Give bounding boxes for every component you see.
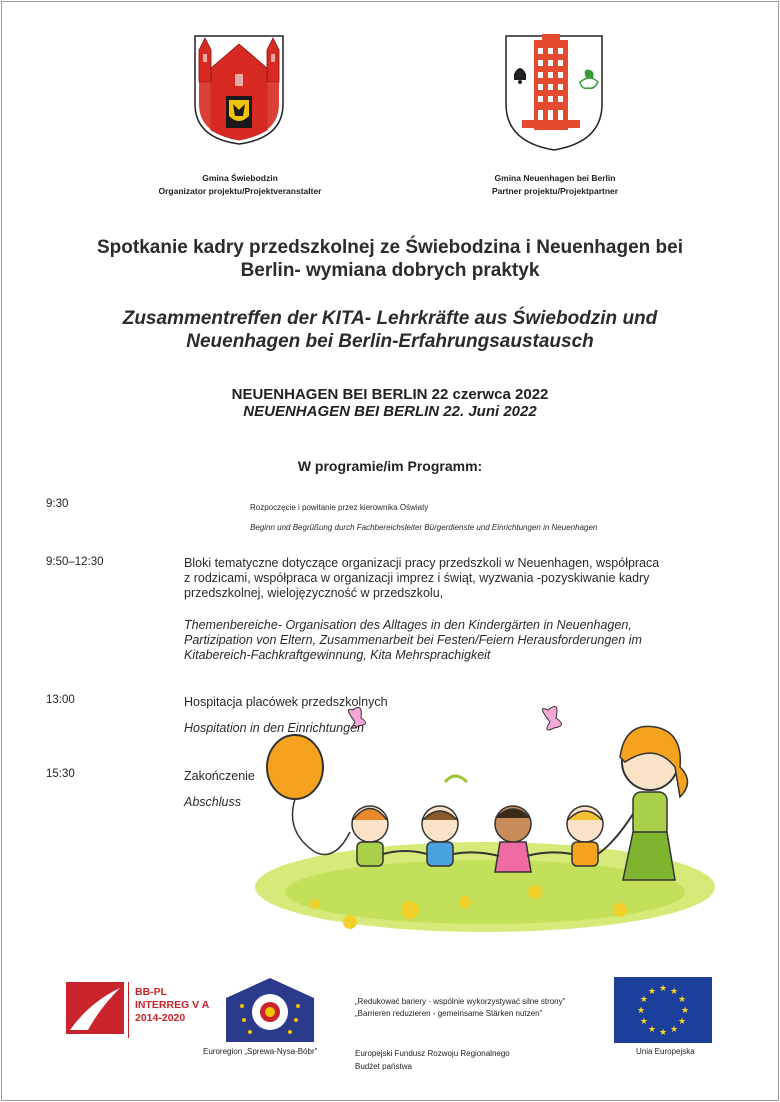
eu-star-icon: ★ xyxy=(678,994,687,1004)
program-time-1: 9:30 xyxy=(46,498,69,510)
date-polish: NEUENHAGEN BEI BERLIN 22 czerwca 2022 xyxy=(231,386,549,403)
euroregion-caption: Euroregion „Sprewa-Nysa-Bóbr” xyxy=(203,1047,318,1056)
eu-star-icon: ★ xyxy=(647,1024,657,1035)
neuenhagen-coat-of-arms xyxy=(504,34,604,152)
interreg-divider xyxy=(128,982,129,1038)
eu-star-icon: ★ xyxy=(669,1024,679,1035)
program-time-3: 13:00 xyxy=(46,694,75,706)
slogan-polish: „Redukować bariery - wspólnie wykorzystywać silne strony” xyxy=(355,997,566,1006)
program-item-1-pl: Rozpoczęcie i powitanie przez kierownika Oświaty xyxy=(250,503,429,512)
slogan-german: „Barrieren reduzieren - gemeinsame Stärken nutzen” xyxy=(355,1009,543,1018)
program-time-4: 15:30 xyxy=(46,768,75,780)
program-heading: W programie/im Programm: xyxy=(297,458,483,474)
program-item-2-de xyxy=(184,618,724,663)
eu-star-icon: ★ xyxy=(636,1005,646,1015)
left-crest-caption xyxy=(130,172,350,198)
slogan xyxy=(355,996,565,1020)
fund-caption xyxy=(355,1047,510,1073)
program-item-3-pl: Hospitacja placówek przedszkolnych xyxy=(184,695,388,709)
eu-flag xyxy=(614,977,712,1043)
interreg-line-3: 2014-2020 xyxy=(135,1012,186,1024)
euroregion-logo xyxy=(222,976,318,1044)
eu-star-icon: ★ xyxy=(678,1016,687,1026)
partner-name: Gmina Neuenhagen bei Berlin xyxy=(494,173,616,183)
state-budget: Budżet państwa xyxy=(355,1062,412,1071)
organizer-role: Organizator projektu/Projektveranstalter xyxy=(158,186,322,196)
title-polish-line-2: Berlin- wymiana dobrych praktyk xyxy=(240,260,540,281)
interreg-line-2: INTERREG V A xyxy=(135,999,210,1011)
partner-role: Partner projektu/Projektpartner xyxy=(491,186,619,196)
interreg-logo xyxy=(66,982,124,1034)
interreg-line-1: BB-PL xyxy=(135,986,168,998)
title-german-line-1: Zusammentreffen der KITA- Lehrkräfte aus Świebodzin und xyxy=(122,308,658,329)
program-item-4-pl: Zakończenie xyxy=(184,769,255,783)
eu-star-icon: ★ xyxy=(658,1027,668,1037)
right-crest-caption xyxy=(440,172,670,198)
program-item-2-pl-line-2: z rodzicami, współpraca w organizacji imprez i świąt, wyzwania -pozyskiwanie kadry xyxy=(184,571,650,585)
program-item-2-pl-line-1: Bloki tematyczne dotyczące organizacji pracy przedszkoli w Neuenhagen, współpraca xyxy=(184,556,660,570)
title-german xyxy=(40,307,740,353)
program-item-4-de: Abschluss xyxy=(184,795,241,809)
eu-star-icon: ★ xyxy=(639,994,648,1004)
program-item-2-pl xyxy=(184,556,724,601)
program-item-2-de-line-3: Kitabereich-Fachkraftgewinnung, Kita Mehrsprachigkeit xyxy=(184,648,491,662)
fund-name: Europejski Fundusz Rozwoju Regionalnego xyxy=(355,1049,510,1058)
date-german: NEUENHAGEN BEI BERLIN 22. Juni 2022 xyxy=(243,403,537,420)
page-border xyxy=(1,1,779,1101)
program-item-2-de-line-2: Partizipation von Eltern, Zusammenarbeit bei Festen/Feiern Herausforderungen im xyxy=(184,633,642,647)
interreg-text xyxy=(135,986,209,1025)
eu-star-icon: ★ xyxy=(658,983,668,993)
program-item-1-de: Beginn und Begrüßung durch Fachbereichsleiter Bürgerdienste und Einrichtungen in Neuenhagen xyxy=(250,523,598,532)
eu-star-icon: ★ xyxy=(639,1016,648,1026)
eu-star-icon: ★ xyxy=(669,985,679,996)
program-item-2-pl-line-3: przedszkolnej, wielojęzyczność w przedszkolu, xyxy=(184,586,444,600)
program-item-3-de: Hospitation in den Einrichtungen xyxy=(184,721,364,735)
title-polish-line-1: Spotkanie kadry przedszkolnej ze Świebodzina i Neuenhagen bei xyxy=(97,237,683,258)
organizer-name: Gmina Świebodzin xyxy=(202,173,278,183)
title-german-line-2: Neuenhagen bei Berlin-Erfahrungsaustausch xyxy=(186,331,594,352)
swiebodzin-coat-of-arms xyxy=(193,34,285,146)
title-polish xyxy=(40,236,740,282)
program-item-2-de-line-1: Themenbereiche- Organisation des Alltages in den Kindergärten in Neuenhagen, xyxy=(184,618,632,632)
eu-caption: Unia Europejska xyxy=(636,1047,695,1056)
eu-star-icon: ★ xyxy=(647,985,657,996)
program-time-2: 9:50–12:30 xyxy=(46,556,104,568)
eu-star-icon: ★ xyxy=(680,1005,690,1015)
